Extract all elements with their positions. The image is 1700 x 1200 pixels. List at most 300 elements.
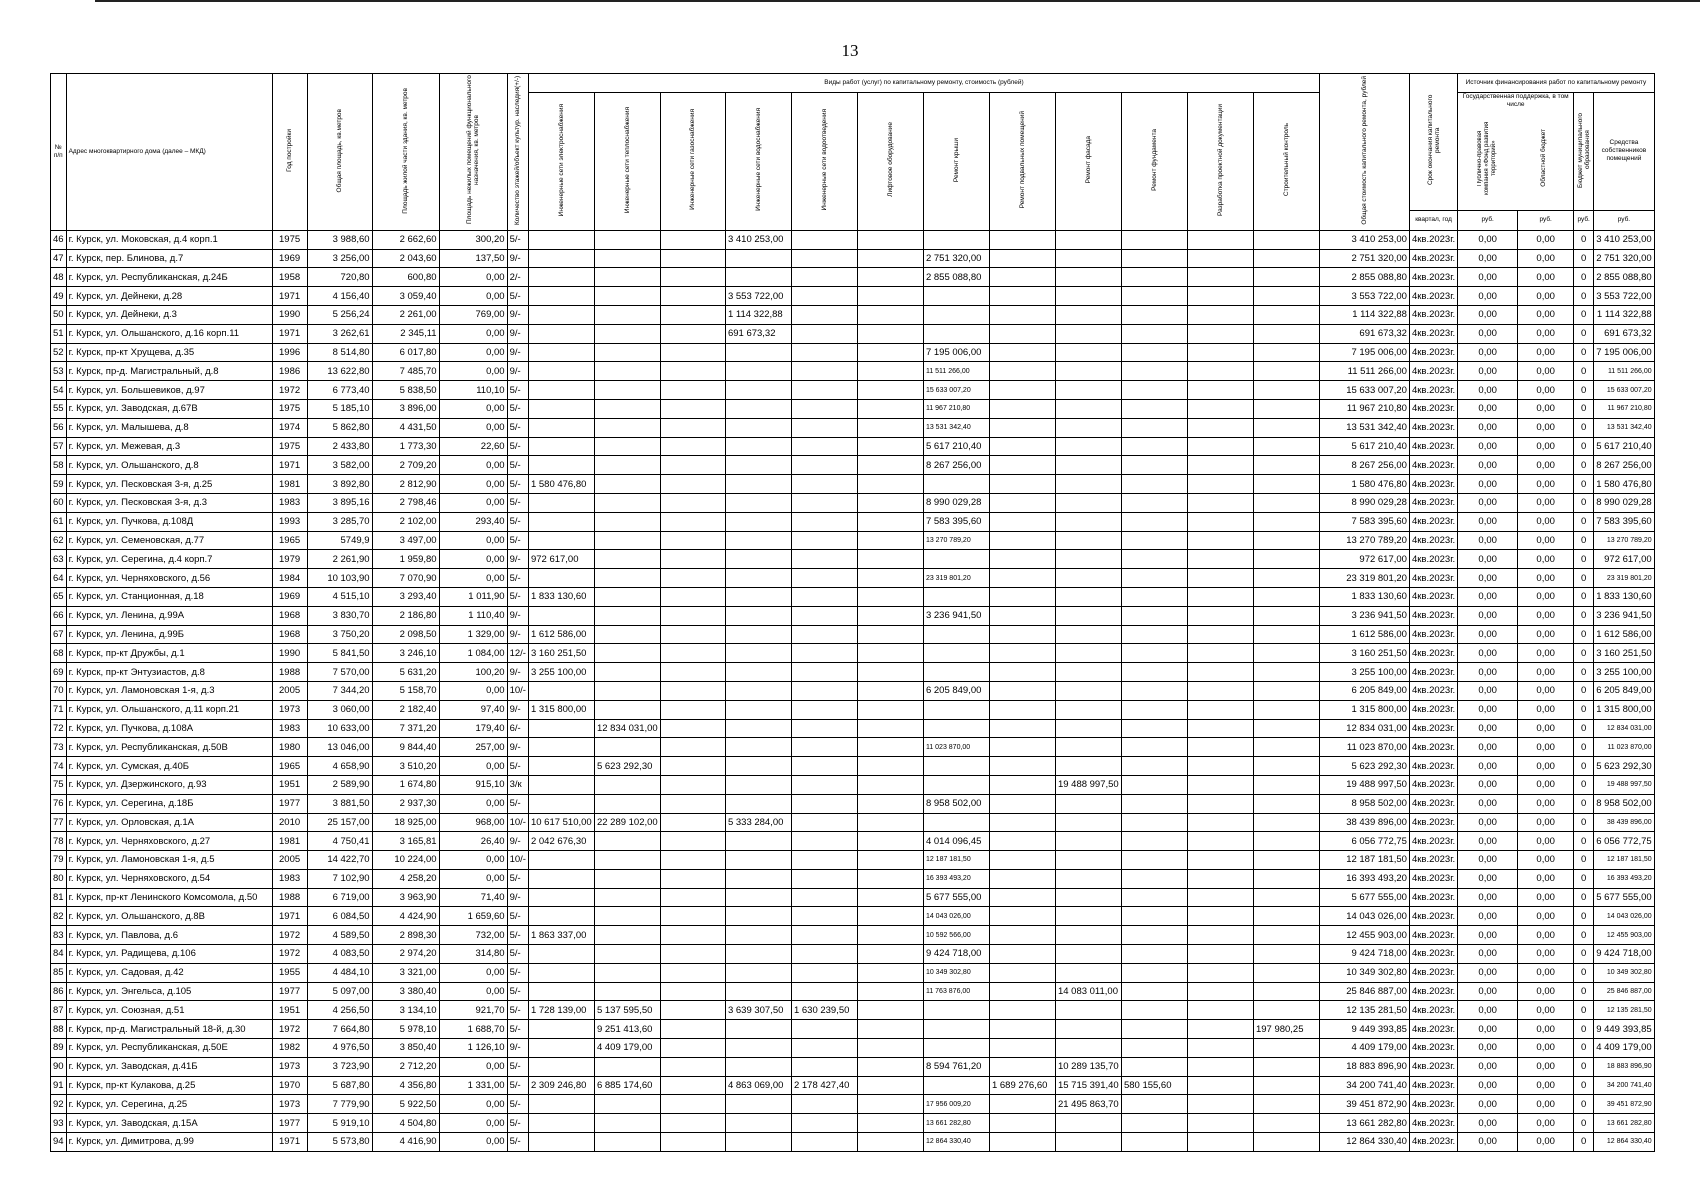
row-ppk: 0,00 (1458, 287, 1518, 306)
row-year: 1977 (272, 1114, 307, 1133)
row-address: г. Курск, ул. Республиканская, д.50В (66, 738, 272, 757)
row-work-cost (725, 512, 791, 531)
row-work-cost (989, 456, 1055, 475)
row-total-cost: 5 677 555,00 (1319, 888, 1409, 907)
row-work-cost: 23 319 801,20 (923, 569, 989, 588)
row-work-cost (594, 456, 660, 475)
row-owners: 39 451 872,90 (1594, 1095, 1655, 1114)
row-owners: 3 236 941,50 (1594, 606, 1655, 625)
row-term: 4кв.2023г. (1409, 681, 1457, 700)
row-work-cost (725, 832, 791, 851)
row-work-cost (857, 230, 923, 249)
row-work-cost (791, 700, 857, 719)
row-total-area: 13 622,80 (307, 362, 372, 381)
row-year: 1973 (272, 700, 307, 719)
row-work-cost (528, 851, 594, 870)
row-ppk: 0,00 (1458, 1057, 1518, 1076)
row-year: 1951 (272, 775, 307, 794)
row-work-cost (660, 794, 725, 813)
row-work-cost (1187, 832, 1253, 851)
table-row (51, 832, 1655, 851)
row-work-cost (725, 362, 791, 381)
row-work-cost: 1 580 476,80 (528, 475, 594, 494)
row-work-cost (1187, 851, 1253, 870)
row-work-cost (725, 719, 791, 738)
row-total-cost: 38 439 896,00 (1319, 813, 1409, 832)
row-total-cost: 6 056 772,75 (1319, 832, 1409, 851)
row-work-cost (1253, 1057, 1319, 1076)
row-living-area: 4 504,80 (372, 1114, 439, 1133)
row-number: 75 (51, 775, 67, 794)
row-municipal: 0 (1574, 1095, 1594, 1114)
row-living-area: 3 321,00 (372, 963, 439, 982)
row-term: 4кв.2023г. (1409, 418, 1457, 437)
header-work-facade: Ремонт фасада (1055, 92, 1121, 230)
row-work-cost (1253, 305, 1319, 324)
row-work-cost (1055, 1114, 1121, 1133)
row-work-cost (791, 606, 857, 625)
row-year: 1990 (272, 644, 307, 663)
row-number: 80 (51, 869, 67, 888)
row-regional: 0,00 (1518, 531, 1574, 550)
row-nonliving-area: 0,00 (439, 475, 507, 494)
row-work-cost (1055, 531, 1121, 550)
row-address: г. Курск, ул. Республиканская, д.24Б (66, 268, 272, 287)
table-row (51, 587, 1655, 606)
row-work-cost (660, 869, 725, 888)
row-work-cost (1187, 1133, 1253, 1152)
row-number: 70 (51, 681, 67, 700)
row-total-area: 3 723,90 (307, 1057, 372, 1076)
row-work-cost (725, 1133, 791, 1152)
row-address: г. Курск, ул. Малышева, д.8 (66, 418, 272, 437)
row-work-cost (989, 362, 1055, 381)
row-work-cost (791, 343, 857, 362)
row-work-cost (1253, 644, 1319, 663)
row-work-cost (725, 531, 791, 550)
row-floors: 5/- (507, 907, 528, 926)
row-living-area: 3 963,90 (372, 888, 439, 907)
row-year: 1970 (272, 1076, 307, 1095)
header-work-sewer: Инженерные сети водоотведения (791, 92, 857, 230)
row-work-cost (528, 324, 594, 343)
row-regional: 0,00 (1518, 775, 1574, 794)
row-owners: 11 967 210,80 (1594, 399, 1655, 418)
row-work-cost (594, 493, 660, 512)
row-work-cost (660, 362, 725, 381)
row-municipal: 0 (1574, 775, 1594, 794)
row-municipal: 0 (1574, 757, 1594, 776)
row-floors: 5/- (507, 1133, 528, 1152)
row-address: г. Курск, ул. Павлова, д.6 (66, 926, 272, 945)
row-floors: 10/- (507, 681, 528, 700)
row-address: г. Курск, ул. Ламоновская 1-я, д.3 (66, 681, 272, 700)
table-row (51, 663, 1655, 682)
row-work-cost (1253, 813, 1319, 832)
row-work-cost (1121, 869, 1187, 888)
row-total-area: 720,80 (307, 268, 372, 287)
row-nonliving-area: 915,10 (439, 775, 507, 794)
row-owners: 3 160 251,50 (1594, 644, 1655, 663)
row-term: 4кв.2023г. (1409, 700, 1457, 719)
header-regional-unit: руб. (1518, 210, 1574, 230)
row-work-cost (857, 606, 923, 625)
row-work-cost (791, 907, 857, 926)
row-number: 61 (51, 512, 67, 531)
row-total-area: 3 830,70 (307, 606, 372, 625)
row-work-cost (725, 926, 791, 945)
row-work-cost: 12 187 181,50 (923, 851, 989, 870)
row-nonliving-area: 71,40 (439, 888, 507, 907)
row-work-cost (528, 738, 594, 757)
row-regional: 0,00 (1518, 249, 1574, 268)
row-work-cost: 13 270 789,20 (923, 531, 989, 550)
row-regional: 0,00 (1518, 418, 1574, 437)
row-floors: 5/- (507, 794, 528, 813)
row-work-cost (791, 569, 857, 588)
row-work-cost: 15 715 391,40 (1055, 1076, 1121, 1095)
row-regional: 0,00 (1518, 1057, 1574, 1076)
row-work-cost (594, 775, 660, 794)
row-nonliving-area: 0,00 (439, 757, 507, 776)
row-work-cost (989, 1114, 1055, 1133)
row-work-cost (725, 381, 791, 400)
row-work-cost (857, 738, 923, 757)
row-address: г. Курск, ул. Песковская 3-я, д.3 (66, 493, 272, 512)
row-floors: 5/- (507, 531, 528, 550)
row-work-cost (1121, 945, 1187, 964)
row-work-cost (1055, 832, 1121, 851)
row-living-area: 3 896,00 (372, 399, 439, 418)
row-work-cost (857, 287, 923, 306)
row-nonliving-area: 110,10 (439, 381, 507, 400)
row-work-cost (1253, 324, 1319, 343)
row-work-cost (989, 230, 1055, 249)
row-work-cost (857, 945, 923, 964)
header-address: Адрес многоквартирного дома (далее – МКД) (66, 74, 272, 231)
row-work-cost (528, 1114, 594, 1133)
row-term: 4кв.2023г. (1409, 399, 1457, 418)
row-regional: 0,00 (1518, 757, 1574, 776)
row-work-cost (528, 230, 594, 249)
header-work-basement: Ремонт подвальных помещений (989, 92, 1055, 230)
row-number: 74 (51, 757, 67, 776)
row-ppk: 0,00 (1458, 1114, 1518, 1133)
row-regional: 0,00 (1518, 381, 1574, 400)
row-work-cost (1187, 230, 1253, 249)
row-work-cost (989, 832, 1055, 851)
row-work-cost (791, 644, 857, 663)
row-total-cost: 10 349 302,80 (1319, 963, 1409, 982)
row-living-area: 9 844,40 (372, 738, 439, 757)
row-work-cost (1121, 493, 1187, 512)
row-ppk: 0,00 (1458, 625, 1518, 644)
row-work-cost (1187, 362, 1253, 381)
row-work-cost (1121, 982, 1187, 1001)
row-work-cost (660, 644, 725, 663)
header-total-cost: Общая стоимость капитального ремонта, рублей (1319, 74, 1409, 231)
row-term: 4кв.2023г. (1409, 775, 1457, 794)
table-row (51, 926, 1655, 945)
row-work-cost (1055, 794, 1121, 813)
row-work-cost (660, 587, 725, 606)
row-work-cost (857, 681, 923, 700)
row-term: 4кв.2023г. (1409, 1057, 1457, 1076)
row-work-cost (989, 305, 1055, 324)
header-municipal-unit: руб. (1574, 210, 1594, 230)
row-work-cost (725, 1020, 791, 1039)
row-total-area: 5 841,50 (307, 644, 372, 663)
row-owners: 3 553 722,00 (1594, 287, 1655, 306)
row-work-cost: 1 833 130,60 (528, 587, 594, 606)
row-work-cost (989, 775, 1055, 794)
row-regional: 0,00 (1518, 681, 1574, 700)
row-work-cost (791, 287, 857, 306)
row-address: г. Курск, ул. Песковская 3-я, д.25 (66, 475, 272, 494)
row-work-cost: 1 612 586,00 (528, 625, 594, 644)
row-work-cost (725, 399, 791, 418)
row-living-area: 6 017,80 (372, 343, 439, 362)
row-work-cost (1187, 437, 1253, 456)
row-nonliving-area: 968,00 (439, 813, 507, 832)
row-regional: 0,00 (1518, 700, 1574, 719)
row-work-cost (1121, 813, 1187, 832)
row-nonliving-area: 1 110,40 (439, 606, 507, 625)
row-work-cost (1121, 475, 1187, 494)
row-owners: 691 673,32 (1594, 324, 1655, 343)
row-term: 4кв.2023г. (1409, 869, 1457, 888)
row-floors: 3/к (507, 775, 528, 794)
row-work-cost (923, 663, 989, 682)
row-work-cost (1121, 418, 1187, 437)
row-work-cost (989, 663, 1055, 682)
row-work-cost (725, 249, 791, 268)
row-number: 55 (51, 399, 67, 418)
row-regional: 0,00 (1518, 888, 1574, 907)
row-work-cost (725, 963, 791, 982)
row-address: г. Курск, ул. Серегина, д.25 (66, 1095, 272, 1114)
row-year: 1983 (272, 493, 307, 512)
header-work-gas: Инженерные сети газоснабжения (660, 92, 725, 230)
row-total-area: 7 344,20 (307, 681, 372, 700)
row-municipal: 0 (1574, 381, 1594, 400)
row-work-cost (857, 1114, 923, 1133)
row-living-area: 3 293,40 (372, 587, 439, 606)
row-work-cost (660, 268, 725, 287)
row-term: 4кв.2023г. (1409, 1114, 1457, 1133)
row-work-cost (594, 324, 660, 343)
row-term: 4кв.2023г. (1409, 569, 1457, 588)
row-municipal: 0 (1574, 1133, 1594, 1152)
row-work-cost (1055, 418, 1121, 437)
table-row (51, 550, 1655, 569)
row-work-cost (989, 907, 1055, 926)
row-work-cost (660, 1114, 725, 1133)
row-living-area: 3 246,10 (372, 644, 439, 663)
row-work-cost (857, 381, 923, 400)
row-work-cost (725, 475, 791, 494)
row-work-cost (1121, 587, 1187, 606)
row-work-cost (1187, 1039, 1253, 1058)
table-row (51, 493, 1655, 512)
row-floors: 5/- (507, 493, 528, 512)
row-living-area: 2 102,00 (372, 512, 439, 531)
row-work-cost (725, 644, 791, 663)
row-work-cost (660, 550, 725, 569)
row-work-cost (857, 268, 923, 287)
row-total-area: 7 102,90 (307, 869, 372, 888)
row-work-cost (791, 418, 857, 437)
row-address: г. Курск, ул. Пучкова, д.108Д (66, 512, 272, 531)
row-work-cost (660, 851, 725, 870)
row-address: г. Курск, ул. Дзержинского, д.93 (66, 775, 272, 794)
row-work-cost (791, 437, 857, 456)
row-work-cost (791, 926, 857, 945)
row-work-cost (1055, 681, 1121, 700)
row-work-cost (660, 719, 725, 738)
row-regional: 0,00 (1518, 305, 1574, 324)
row-work-cost (857, 362, 923, 381)
row-regional: 0,00 (1518, 324, 1574, 343)
row-regional: 0,00 (1518, 851, 1574, 870)
row-work-cost (528, 399, 594, 418)
row-owners: 13 270 789,20 (1594, 531, 1655, 550)
row-total-cost: 4 409 179,00 (1319, 1039, 1409, 1058)
row-work-cost (1187, 926, 1253, 945)
row-floors: 5/- (507, 926, 528, 945)
row-total-area: 7 570,00 (307, 663, 372, 682)
row-floors: 5/- (507, 512, 528, 531)
row-work-cost (528, 493, 594, 512)
row-work-cost (1253, 1039, 1319, 1058)
row-municipal: 0 (1574, 456, 1594, 475)
row-address: г. Курск, ул. Садовая, д.42 (66, 963, 272, 982)
row-work-cost (1253, 757, 1319, 776)
row-work-cost (1187, 794, 1253, 813)
row-ppk: 0,00 (1458, 982, 1518, 1001)
row-work-cost (528, 531, 594, 550)
row-work-cost (989, 681, 1055, 700)
row-work-cost (660, 531, 725, 550)
row-work-cost (1121, 230, 1187, 249)
row-work-cost (1253, 1095, 1319, 1114)
row-regional: 0,00 (1518, 587, 1574, 606)
row-regional: 0,00 (1518, 1001, 1574, 1020)
row-address: г. Курск, ул. Дейнеки, д.28 (66, 287, 272, 306)
row-work-cost (660, 700, 725, 719)
row-owners: 8 990 029,28 (1594, 493, 1655, 512)
row-work-cost (660, 437, 725, 456)
row-living-area: 7 070,90 (372, 569, 439, 588)
row-total-cost: 18 883 896,90 (1319, 1057, 1409, 1076)
row-work-cost (594, 832, 660, 851)
row-number: 87 (51, 1001, 67, 1020)
row-number: 67 (51, 625, 67, 644)
row-work-cost (528, 343, 594, 362)
row-work-cost (1055, 381, 1121, 400)
row-work-cost (989, 587, 1055, 606)
row-living-area: 2 798,46 (372, 493, 439, 512)
row-total-area: 4 256,50 (307, 1001, 372, 1020)
row-living-area: 4 431,50 (372, 418, 439, 437)
row-total-cost: 6 205 849,00 (1319, 681, 1409, 700)
row-work-cost (528, 1133, 594, 1152)
row-work-cost (1187, 757, 1253, 776)
row-term: 4кв.2023г. (1409, 475, 1457, 494)
row-work-cost (1187, 945, 1253, 964)
row-nonliving-area: 1 011,90 (439, 587, 507, 606)
row-work-cost (1055, 869, 1121, 888)
row-work-cost (1253, 982, 1319, 1001)
row-work-cost (1253, 343, 1319, 362)
row-address: г. Курск, ул. Семеновская, д.77 (66, 531, 272, 550)
row-work-cost (725, 493, 791, 512)
row-floors: 5/- (507, 381, 528, 400)
row-term: 4кв.2023г. (1409, 719, 1457, 738)
row-regional: 0,00 (1518, 550, 1574, 569)
row-work-cost (1253, 418, 1319, 437)
row-municipal: 0 (1574, 625, 1594, 644)
row-total-cost: 25 846 887,00 (1319, 982, 1409, 1001)
row-number: 91 (51, 1076, 67, 1095)
row-year: 2010 (272, 813, 307, 832)
row-work-cost: 15 633 007,20 (923, 381, 989, 400)
row-nonliving-area: 0,00 (439, 268, 507, 287)
row-work-cost (1187, 1020, 1253, 1039)
row-nonliving-area: 0,00 (439, 493, 507, 512)
row-work-cost (528, 963, 594, 982)
row-regional: 0,00 (1518, 625, 1574, 644)
row-year: 1965 (272, 757, 307, 776)
row-ppk: 0,00 (1458, 418, 1518, 437)
table-row (51, 437, 1655, 456)
row-owners: 23 319 801,20 (1594, 569, 1655, 588)
row-work-cost (989, 982, 1055, 1001)
row-work-cost (1253, 475, 1319, 494)
row-work-cost (528, 249, 594, 268)
row-living-area: 4 356,80 (372, 1076, 439, 1095)
row-work-cost: 11 023 870,00 (923, 738, 989, 757)
row-work-cost (528, 982, 594, 1001)
row-municipal: 0 (1574, 738, 1594, 757)
table-row (51, 681, 1655, 700)
row-municipal: 0 (1574, 813, 1594, 832)
row-nonliving-area: 0,00 (439, 963, 507, 982)
row-work-cost (1253, 681, 1319, 700)
table-row (51, 982, 1655, 1001)
row-number: 65 (51, 587, 67, 606)
row-work-cost (857, 813, 923, 832)
row-municipal: 0 (1574, 869, 1594, 888)
row-work-cost (528, 757, 594, 776)
row-owners: 11 023 870,00 (1594, 738, 1655, 757)
row-living-area: 2 345,11 (372, 324, 439, 343)
row-work-cost (1055, 644, 1121, 663)
table-row (51, 569, 1655, 588)
row-year: 1981 (272, 832, 307, 851)
row-address: г. Курск, ул. Станционная, д.18 (66, 587, 272, 606)
row-work-cost (857, 1076, 923, 1095)
row-total-cost: 3 236 941,50 (1319, 606, 1409, 625)
row-owners: 1 612 586,00 (1594, 625, 1655, 644)
row-total-cost: 13 270 789,20 (1319, 531, 1409, 550)
row-work-cost (528, 1039, 594, 1058)
table-row (51, 362, 1655, 381)
row-nonliving-area: 137,50 (439, 249, 507, 268)
row-work-cost (660, 399, 725, 418)
row-year: 1982 (272, 1039, 307, 1058)
row-work-cost (923, 813, 989, 832)
